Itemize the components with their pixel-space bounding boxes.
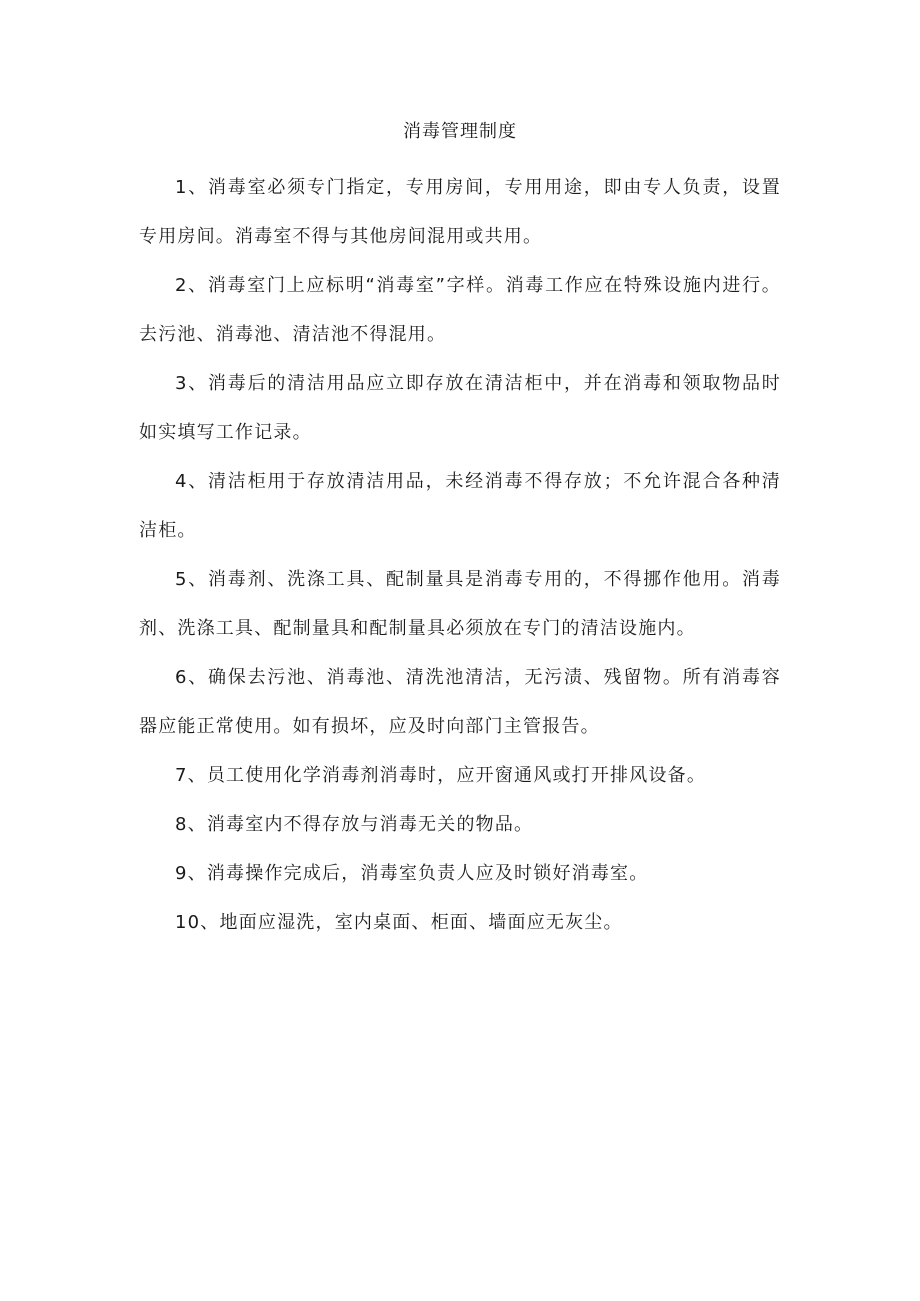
clause-list: [139, 163, 781, 947]
clause-7: 7、员工使用化学消毒剂消毒时，应开窗通风或打开排风设备。: [175, 765, 707, 786]
clause-9: 9、消毒操作完成后，消毒室负责人应及时锁好消毒室。: [175, 863, 649, 884]
clause-3: 3、消毒后的清洁用品应立即存放在清洁柜中，并在消毒和领取物品时如实填写工作记录。: [139, 373, 781, 443]
clause-8: 8、消毒室内不得存放与消毒无关的物品。: [175, 814, 534, 835]
clause-10: 10、地面应湿洗，室内桌面、柜面、墙面应无灰尘。: [175, 912, 623, 933]
clause-5: 5、消毒剂、洗涤工具、配制量具是消毒专用的，不得挪作他用。消毒剂、洗涤工具、配制量具和配制量具必须放在专门的清洁设施内。: [139, 569, 781, 639]
document-title: 消毒管理制度: [403, 121, 517, 142]
clause-1: 1、消毒室必须专门指定，专用房间，专用用途，即由专人负责，设置专用房间。消毒室不得与其他房间混用或共用。: [139, 177, 781, 247]
clause-2: 2、消毒室门上应标明“消毒室”字样。消毒工作应在特殊设施内进行。去污池、消毒池、清洁池不得混用。: [139, 275, 781, 345]
clause-6: 6、确保去污池、消毒池、清洗池清洁，无污渍、残留物。所有消毒容器应能正常使用。如有损坏，应及时向部门主管报告。: [139, 667, 781, 737]
clause-4: 4、清洁柜用于存放清洁用品，未经消毒不得存放；不允许混合各种清洁柜。: [139, 471, 781, 541]
